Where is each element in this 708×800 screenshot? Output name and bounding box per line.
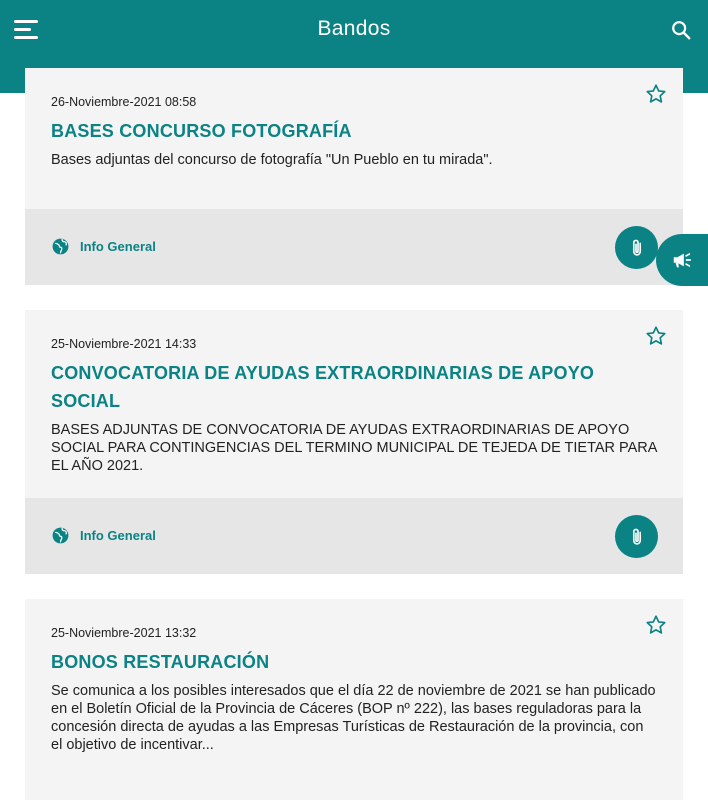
attachment-button[interactable] [615,515,658,558]
bando-title: BASES CONCURSO FOTOGRAFÍA [51,121,352,141]
star-icon[interactable] [645,83,667,105]
bando-title: BONOS RESTAURACIÓN [51,652,270,672]
card-footer [25,209,683,285]
globe-icon [51,237,70,256]
globe-icon [51,526,70,545]
megaphone-icon [670,249,694,271]
category-label: Info General [80,239,156,254]
bando-date: 25-Noviembre-2021 13:32 [51,626,197,640]
star-icon[interactable] [645,614,667,636]
bando-title: CONVOCATORIA DE AYUDAS EXTRAORDINARIAS DE APOYO SOCIAL [51,363,595,411]
category-label: Info General [80,528,156,543]
category-tag[interactable] [51,526,156,545]
bando-date: 26-Noviembre-2021 08:58 [51,95,197,109]
search-icon[interactable] [670,19,692,41]
star-icon[interactable] [645,325,667,347]
bando-card[interactable] [25,599,683,800]
page-title: Bandos [317,17,391,40]
bando-card[interactable] [25,310,683,574]
bando-text: Se comunica a los posibles interesados que el día 22 de noviembre de 2021 se han publicado en el Boletín Oficial de la Provincia de Cáceres (BOP nº 222), las bases reguladoras para la concesión directa de ayudas a las Empresas Turísticas de Restauración de la provincia, con el objetivo de incentivar... [51,683,656,753]
paperclip-icon [626,526,648,548]
paperclip-icon [626,237,648,259]
announcements-button[interactable] [656,234,708,286]
category-tag[interactable] [51,237,156,256]
bando-text: BASES ADJUNTAS DE CONVOCATORIA DE AYUDAS EXTRAORDINARIAS DE APOYO SOCIAL PARA CONTINGENCIAS DEL TERMINO MUNICIPAL DE TEJEDA DE TIETAR PARA EL AÑO 2021. [51,422,657,474]
attachment-button[interactable] [615,226,658,269]
bandos-list [25,68,683,800]
bando-date: 25-Noviembre-2021 14:33 [51,337,197,351]
card-footer [25,498,683,574]
bando-text: Bases adjuntas del concurso de fotografía "Un Pueblo en tu mirada". [51,152,493,168]
bando-card[interactable] [25,68,683,285]
